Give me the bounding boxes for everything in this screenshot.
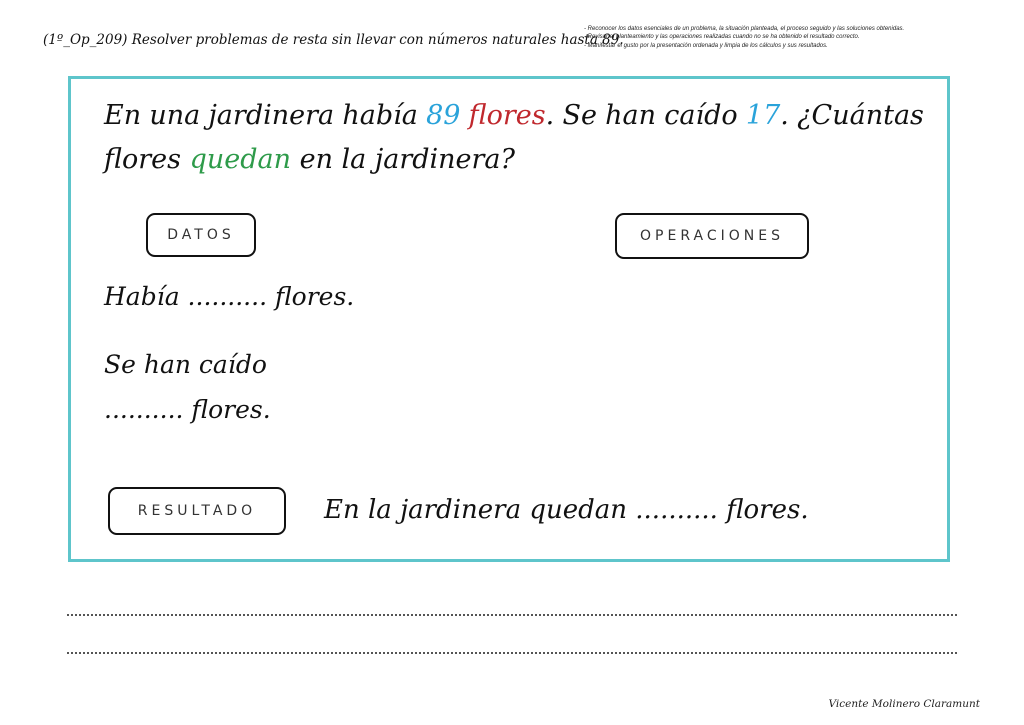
word: había bbox=[342, 100, 418, 131]
word: han bbox=[605, 100, 657, 131]
word: ¿Cuántas bbox=[797, 100, 924, 131]
word: caído bbox=[664, 100, 738, 131]
data-line-habia: Había .......... flores. bbox=[104, 282, 355, 311]
learning-objectives bbox=[584, 25, 1004, 50]
word: una bbox=[149, 100, 201, 131]
data-line-caido: Se han caído bbox=[104, 350, 267, 379]
objective-item: - Revisar el planteamiento y las operaciones realizadas cuando no se ha obtenido el resultado correcto. bbox=[584, 34, 860, 41]
word: jardinera bbox=[208, 100, 335, 131]
page-title: (1º_Op_209) Resolver problemas de resta sin llevar con números naturales hasta 89. bbox=[43, 32, 624, 48]
text-segment: en la jardinera? bbox=[291, 144, 516, 175]
operaciones-label: OPERACIONES bbox=[615, 213, 809, 259]
quedan-highlight: quedan bbox=[189, 144, 292, 175]
period: . bbox=[545, 100, 555, 131]
text-segment: flores bbox=[104, 144, 190, 175]
flores-highlight: flores bbox=[468, 100, 546, 131]
author-credit: Vicente Molinero Claramunt bbox=[828, 698, 980, 710]
number-17-group bbox=[746, 94, 789, 138]
objective-item: - Manifestar el gusto por la presentación ordenada y limpia de los cálculos y sus resultados. bbox=[584, 42, 828, 49]
word: En bbox=[104, 100, 142, 131]
number-17: 17 bbox=[745, 100, 781, 131]
datos-label: DATOS bbox=[146, 213, 256, 257]
result-sentence: En la jardinera quedan .......... flores. bbox=[324, 495, 809, 525]
problem-line-2 bbox=[104, 138, 924, 182]
answer-dotted-line bbox=[67, 652, 957, 654]
resultado-label: RESULTADO bbox=[108, 487, 286, 535]
period: . bbox=[780, 100, 789, 131]
word: Se bbox=[562, 100, 597, 131]
answer-dotted-line bbox=[67, 614, 957, 616]
data-line-caido-blank: .......... flores. bbox=[104, 395, 271, 424]
problem-line-1 bbox=[104, 94, 924, 138]
objective-item: - Reconocer los datos esenciales de un problema, la situación planteada, el proceso seguido y las soluciones obtenidas. bbox=[584, 26, 905, 32]
problem-statement bbox=[104, 94, 924, 182]
number-89: 89 bbox=[426, 100, 461, 131]
flores-word bbox=[469, 94, 555, 138]
